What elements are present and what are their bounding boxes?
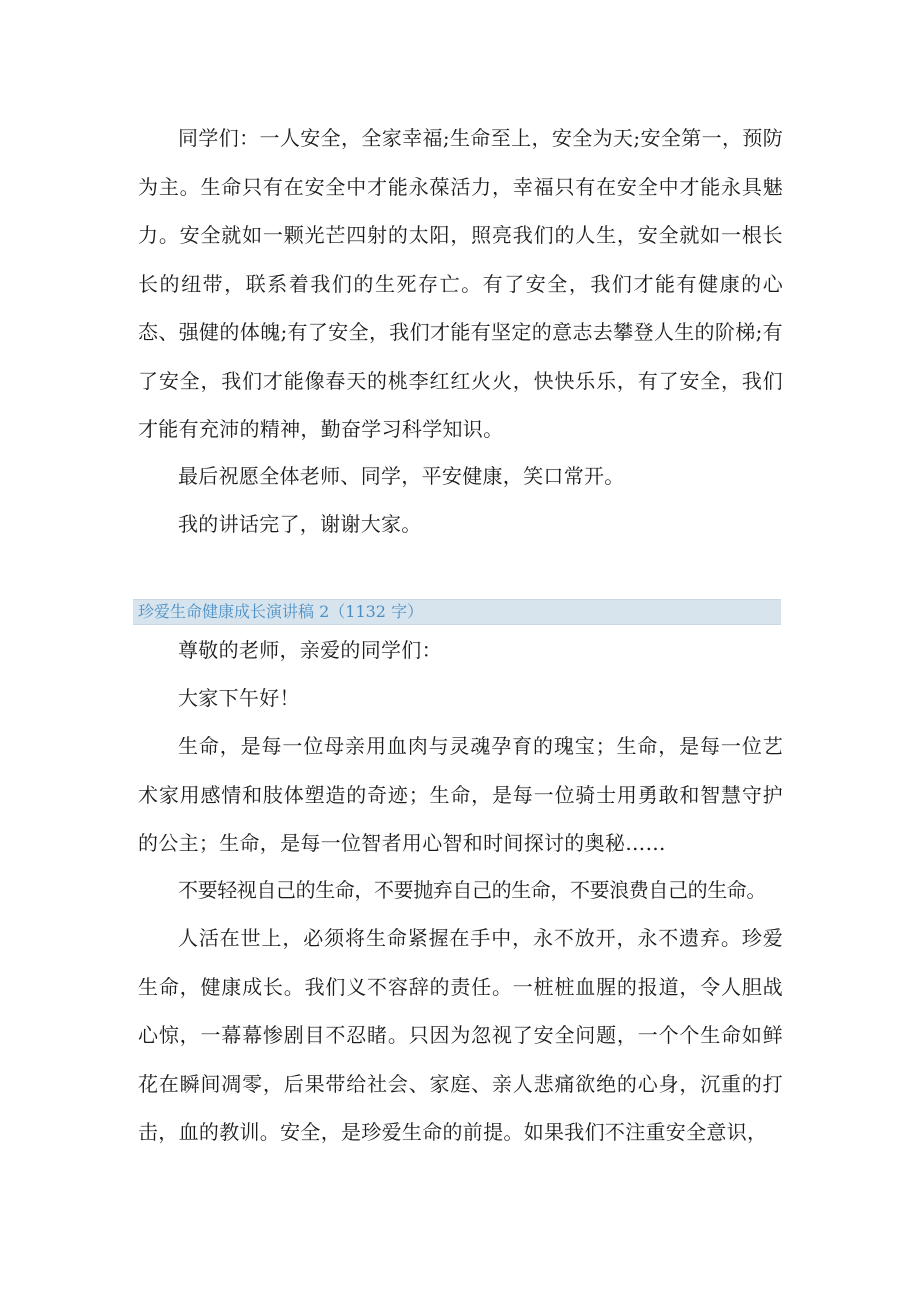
paragraph-closing: 我的讲话完了，谢谢大家。 xyxy=(178,512,422,536)
paragraph-cherish-life: 人活在世上，必须将生命紧握在手中，永不放开，永不遗弃。珍爱生命，健康成长。我们义不容辞的责任。一桩桩血腥的报道，令人胆战心惊，一幕幕惨剧目不忍睹。只因为忽视了安全问题，一个个生命如鲜花在瞬间凋零，后果带给社会、家庭、亲人悲痛欲绝的心身，沉重的打击，血的教训。安全，是珍爱生命的前提。如果我们不注重安全意识， xyxy=(138,926,783,1144)
paragraph-safety-intro: 同学们：一人安全，全家幸福;生命至上，安全为天;安全第一，预防为主。生命只有在安全中才能永葆活力，幸福只有在安全中才能永具魅力。安全就如一颗光芒四射的太阳，照亮我们的人生，安全就如一根长长的纽带，联系着我们的生死存亡。有了安全，我们才能有健康的心态、强健的体魄;有了安全，我们才能有坚定的意志去攀登人生的阶梯;有了安全，我们才能像春天的桃李红红火火，快快乐乐，有了安全，我们才能有充沛的精神，勤奋学习科学知识。 xyxy=(138,126,783,441)
paragraph-do-not-waste: 不要轻视自己的生命，不要抛弃自己的生命，不要浪费自己的生命。 xyxy=(178,878,766,902)
paragraph-wishes: 最后祝愿全体老师、同学，平安健康，笑口常开。 xyxy=(178,464,625,488)
paragraph-life-definition: 生命，是每一位母亲用血肉与灵魂孕育的瑰宝；生命，是每一位艺术家用感情和肢体塑造的奇迹；生命，是每一位骑士用勇敢和智慧守护的公主；生命，是每一位智者用心智和时间探讨的奥秘…… xyxy=(138,734,783,855)
paragraph-salutation: 尊敬的老师，亲爱的同学们： xyxy=(178,638,442,662)
section-heading: 珍爱生命健康成长演讲稿 2（1132 字） xyxy=(138,602,424,621)
paragraph-greeting: 大家下午好！ xyxy=(178,686,300,710)
section-heading-bar xyxy=(133,599,781,625)
